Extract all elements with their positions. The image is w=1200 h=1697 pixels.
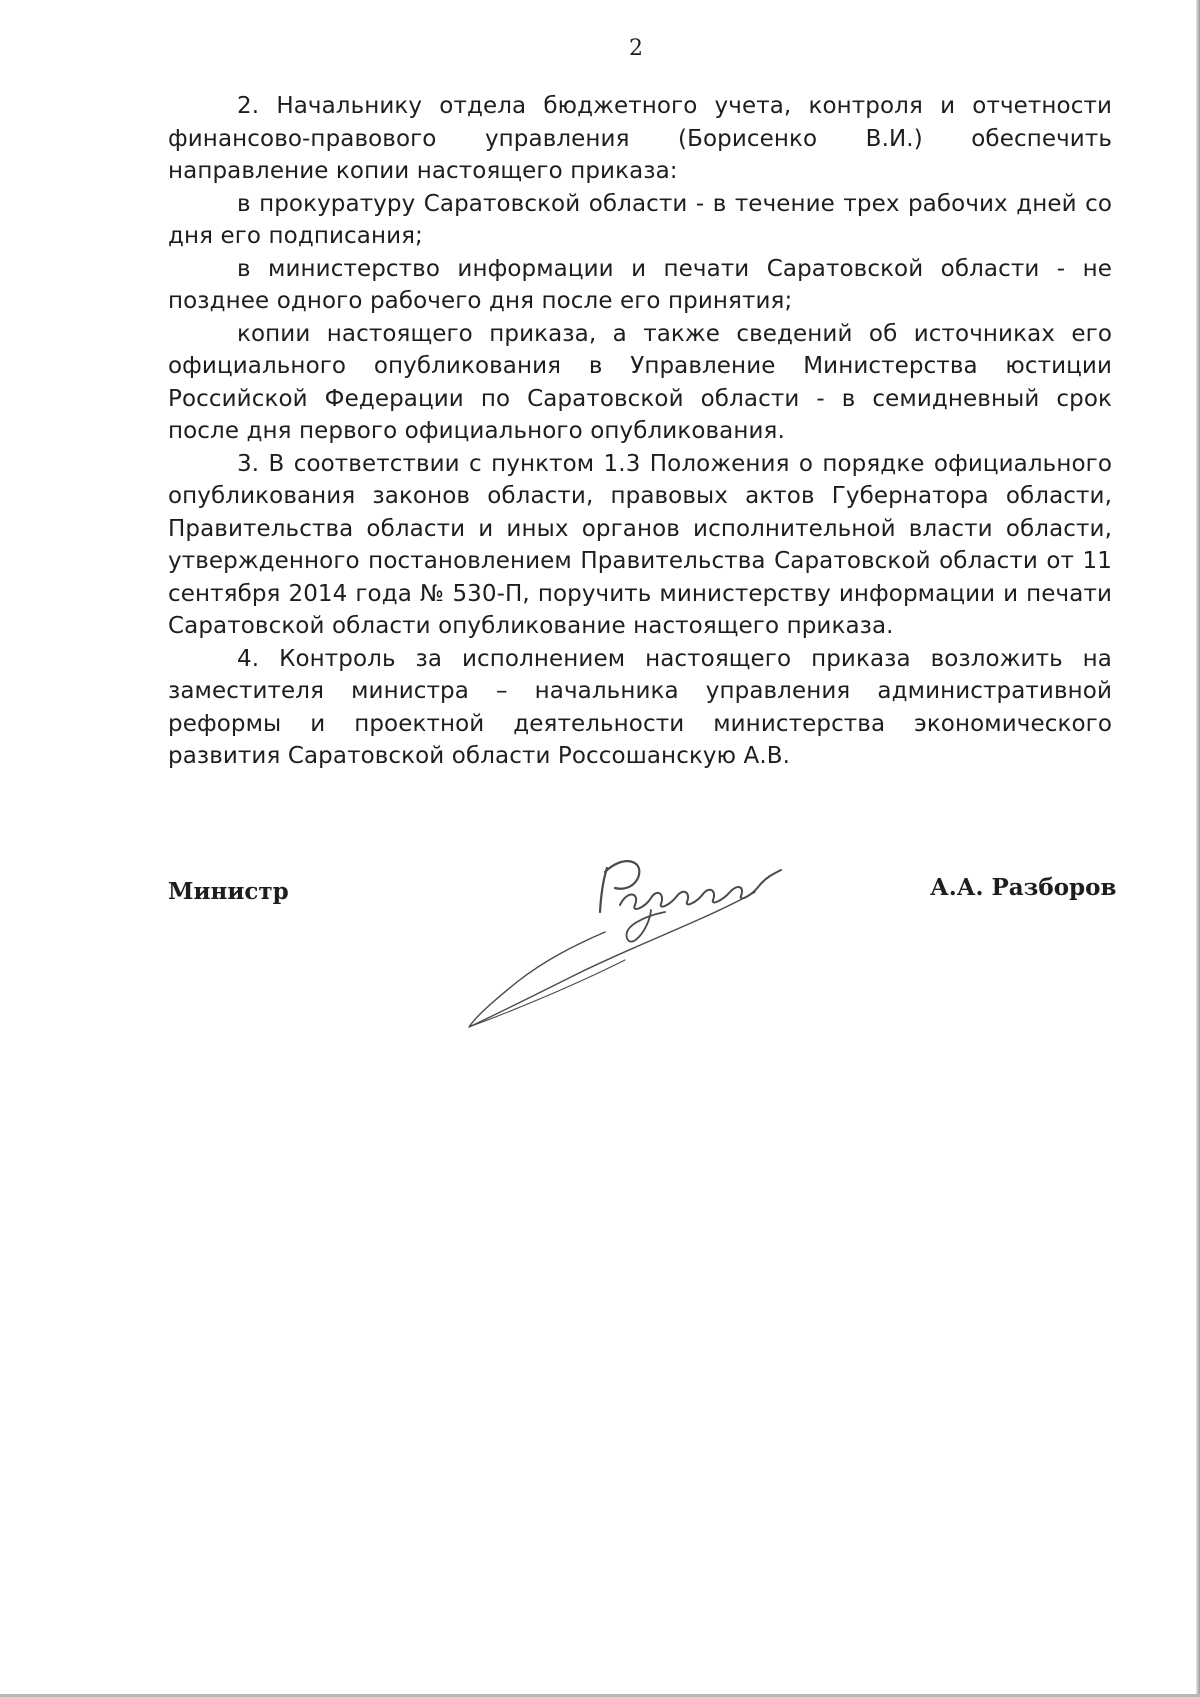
paragraph-2-ministry: в министерство информации и печати Саратовской области - не позднее одного рабочего дня после его принятия; [168,255,1112,314]
document-body [168,90,1112,773]
paragraph-3: 3. В соответствии с пунктом 1.3 Положения о порядке официального опубликования законов области, правовых актов Губернатора области, Правительства области и иных органов исполнительной власти области, утвержденного постановлением Правительства Саратовской области от 11 сентября 2014 года № 530-П, поручить министерству информации и печати Саратовской области опубликование настоящего приказа. [168,450,1112,639]
scan-edge [1196,0,1200,1697]
signatory-name: А.А. Разборов [930,874,1117,901]
paragraph-2-prosecutor: в прокуратуру Саратовской области - в течение трех рабочих дней со дня его подписания; [168,190,1112,249]
signatory-title: Министр [168,878,289,905]
paragraph-4: 4. Контроль за исполнением настоящего приказа возложить на заместителя министра – начальника управления административной реформы и проектной деятельности министерства экономического развития Саратовской области Россошанскую А.В. [168,645,1112,769]
handwritten-signature [455,850,805,1035]
paragraph-2-justice: копии настоящего приказа, а также сведений об источниках его официального опубликования в Управление Министерства юстиции Российской Федерации по Саратовской области - в семидневный срок после дня первого официального опубликования. [168,320,1112,444]
page-number: 2 [629,36,643,61]
paragraph-2: 2. Начальнику отдела бюджетного учета, контроля и отчетности финансово-правового управления (Борисенко В.И.) обеспечить направление копии настоящего приказа: [168,93,1112,184]
